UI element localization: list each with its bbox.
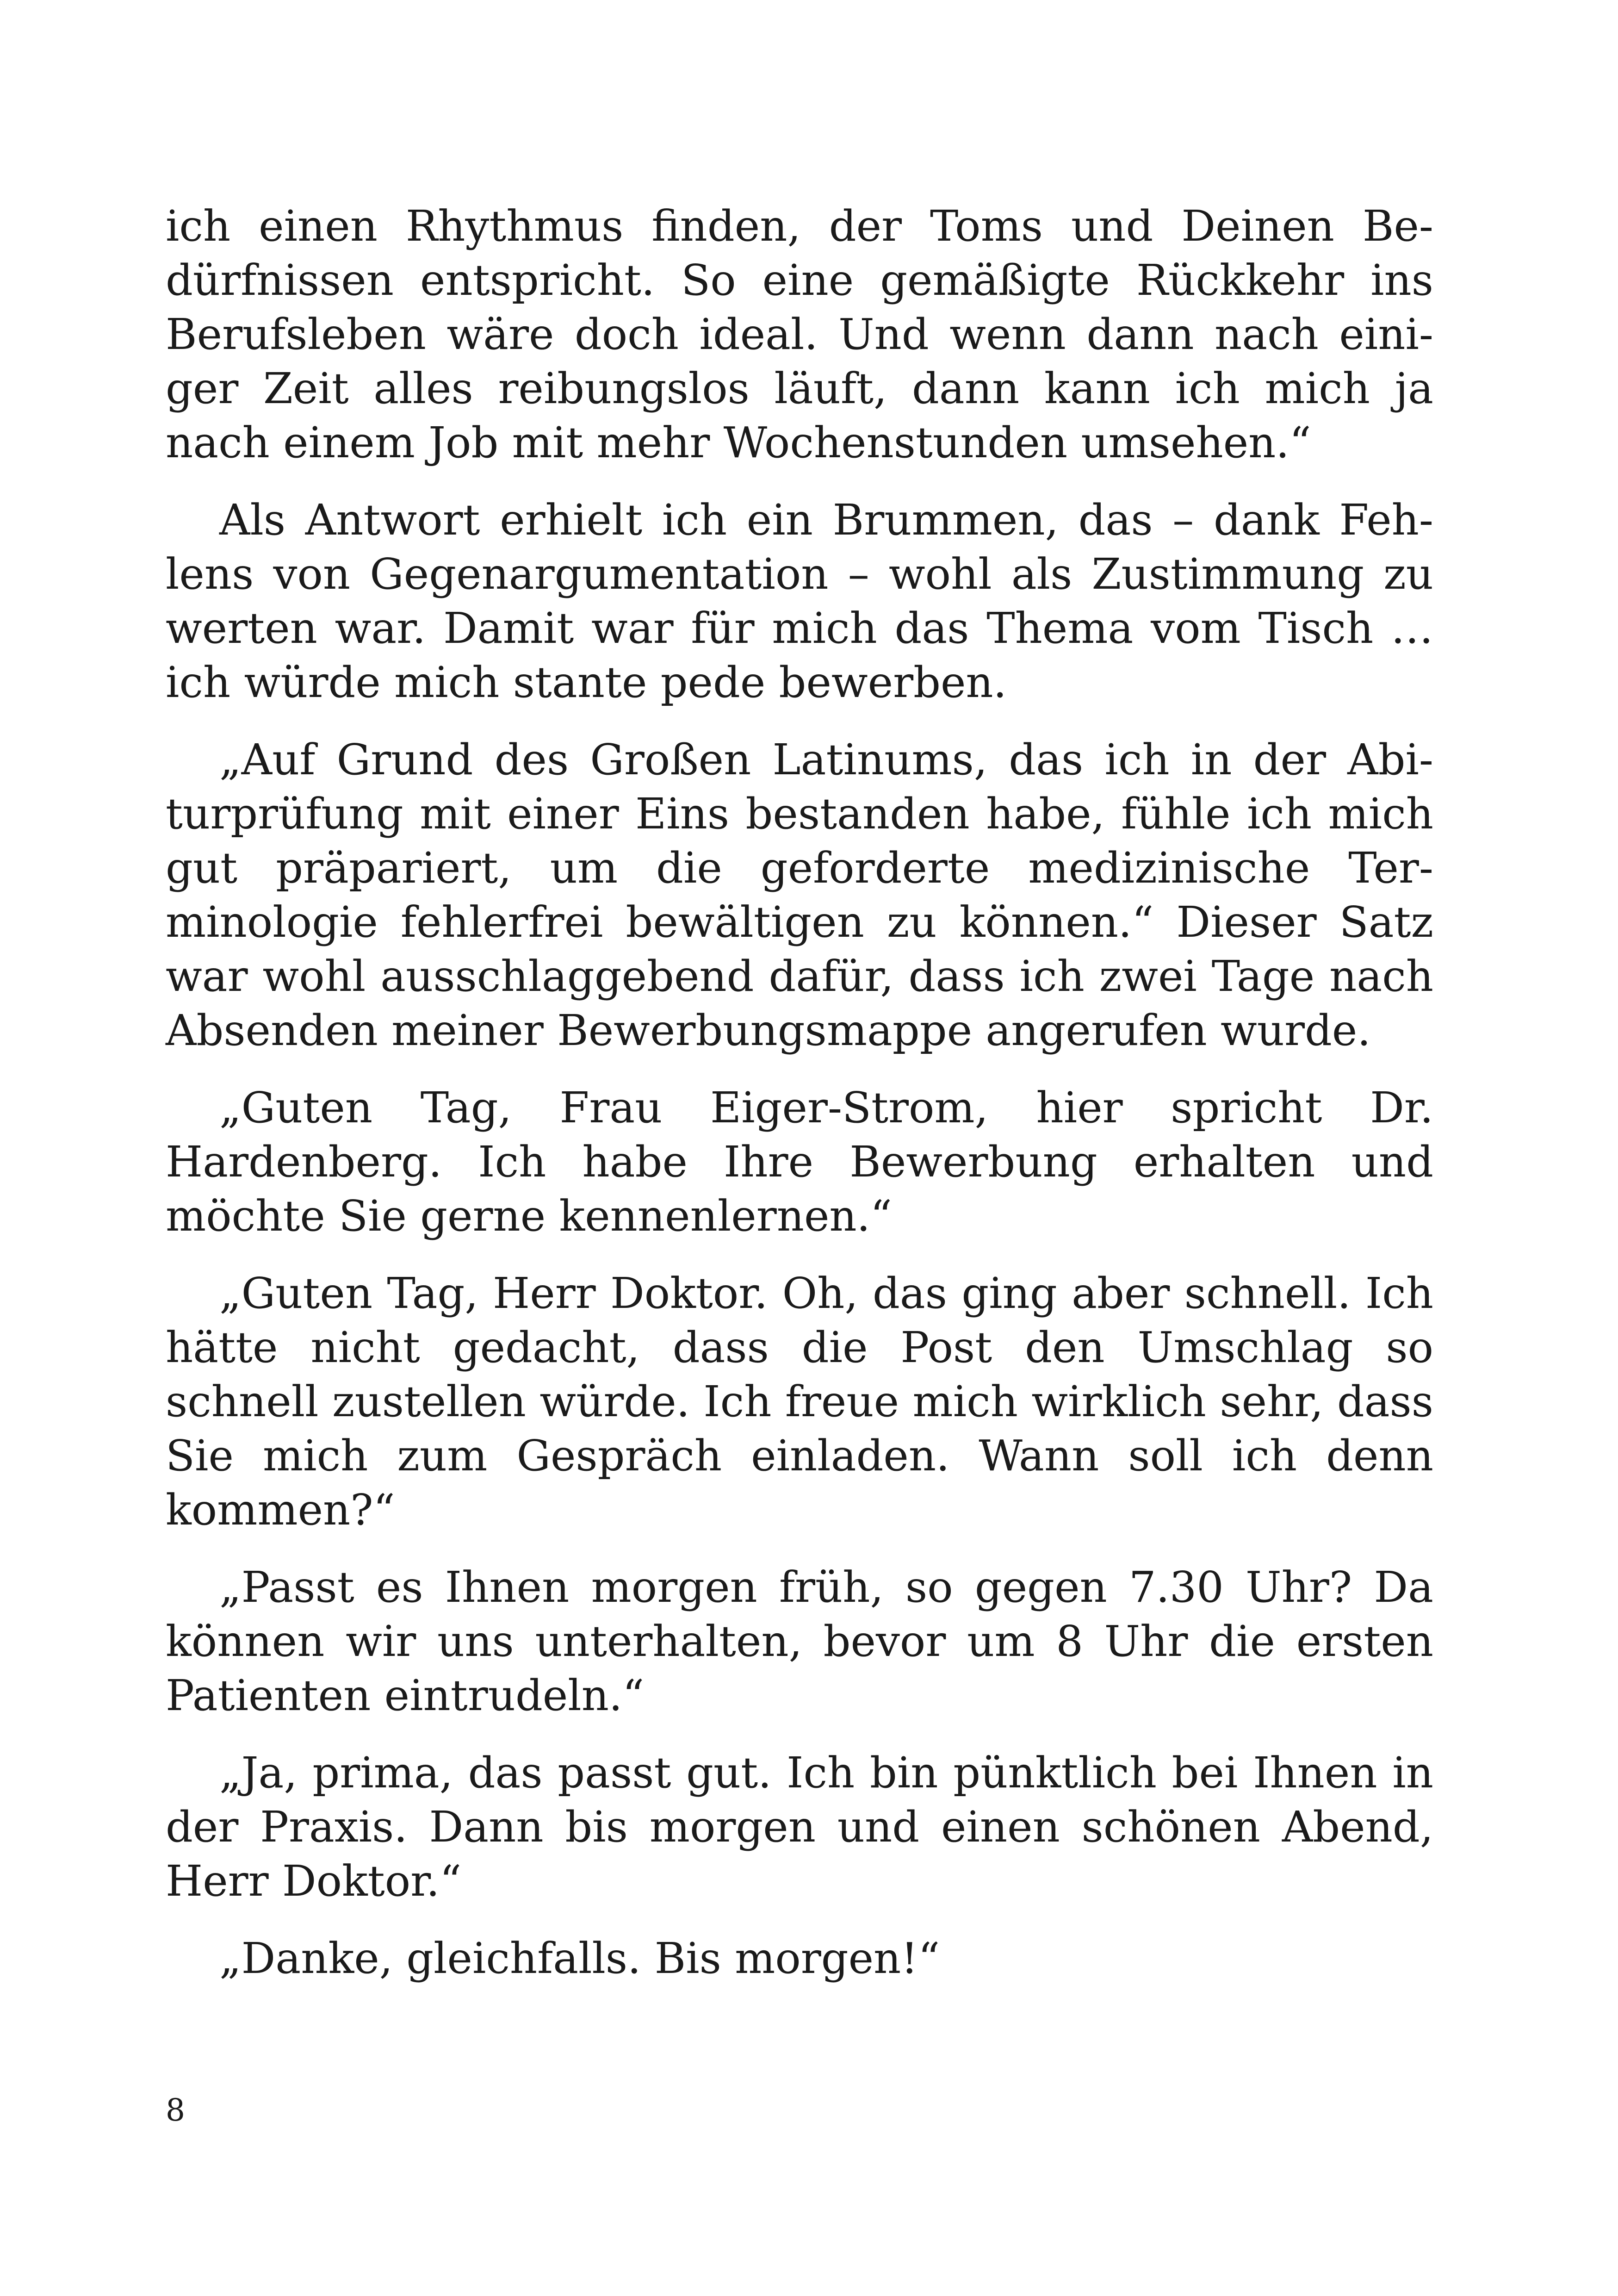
- paragraph-6: „Passt es Ihnen morgen früh, so gegen 7.30 Uhr? Da können wir uns unterhalten, bevor um 8 Uhr die ersten Patienten eintrudeln.“: [166, 1562, 1433, 1720]
- paragraph-7: „Ja, prima, das passt gut. Ich bin pünktlich bei Ihnen in der Praxis. Dann bis morgen und einen schönen Abend, Herr Doktor.“: [166, 1748, 1433, 1906]
- paragraph-3: „Auf Grund des Großen Latinums, das ich in der Abiturprüfung mit einer Eins bestanden habe, fühle ich mich gut präpariert, um die geforderte medizinische Terminologie fehlerfrei bewältigen zu können.“ Dieser Satz war wohl ausschlaggebend dafür, dass ich zwei Tage nach Absenden meiner Bewerbungsmappe angerufen wurde.: [166, 735, 1433, 1055]
- page-number: 8: [166, 2092, 185, 2128]
- paragraph-4: „Guten Tag, Frau Eiger-Strom, hier spricht Dr. Hardenberg. Ich habe Ihre Bewerbung erhalten und möchte Sie gerne kennenlernen.“: [166, 1083, 1433, 1241]
- paragraph-2: Als Antwort erhielt ich ein Brummen, das – dank Fehlens von Gegenargumentation – wohl als Zustimmung zu werten war. Damit war für mich das Thema vom Tisch … ich würde mich stante pede bewerben.: [166, 495, 1433, 707]
- body-text: [166, 199, 1433, 2009]
- paragraph-8: „Danke, gleichfalls. Bis morgen!“: [219, 1934, 940, 1983]
- paragraph-1: ich einen Rhythmus finden, der Toms und Deinen Bedürfnissen entspricht. So eine gemäßigte Rückkehr ins Berufsleben wäre doch ideal. Und wenn dann nach einiger Zeit alles reibungslos läuft, dann kann ich mich ja nach einem Job mit mehr Wochenstunden umsehen.“: [166, 201, 1433, 467]
- paragraph-5: „Guten Tag, Herr Doktor. Oh, das ging aber schnell. Ich hätte nicht gedacht, dass die Post den Umschlag so schnell zustellen würde. Ich freue mich wirklich sehr, dass Sie mich zum Gespräch einladen. Wann soll ich denn kommen?“: [166, 1269, 1433, 1535]
